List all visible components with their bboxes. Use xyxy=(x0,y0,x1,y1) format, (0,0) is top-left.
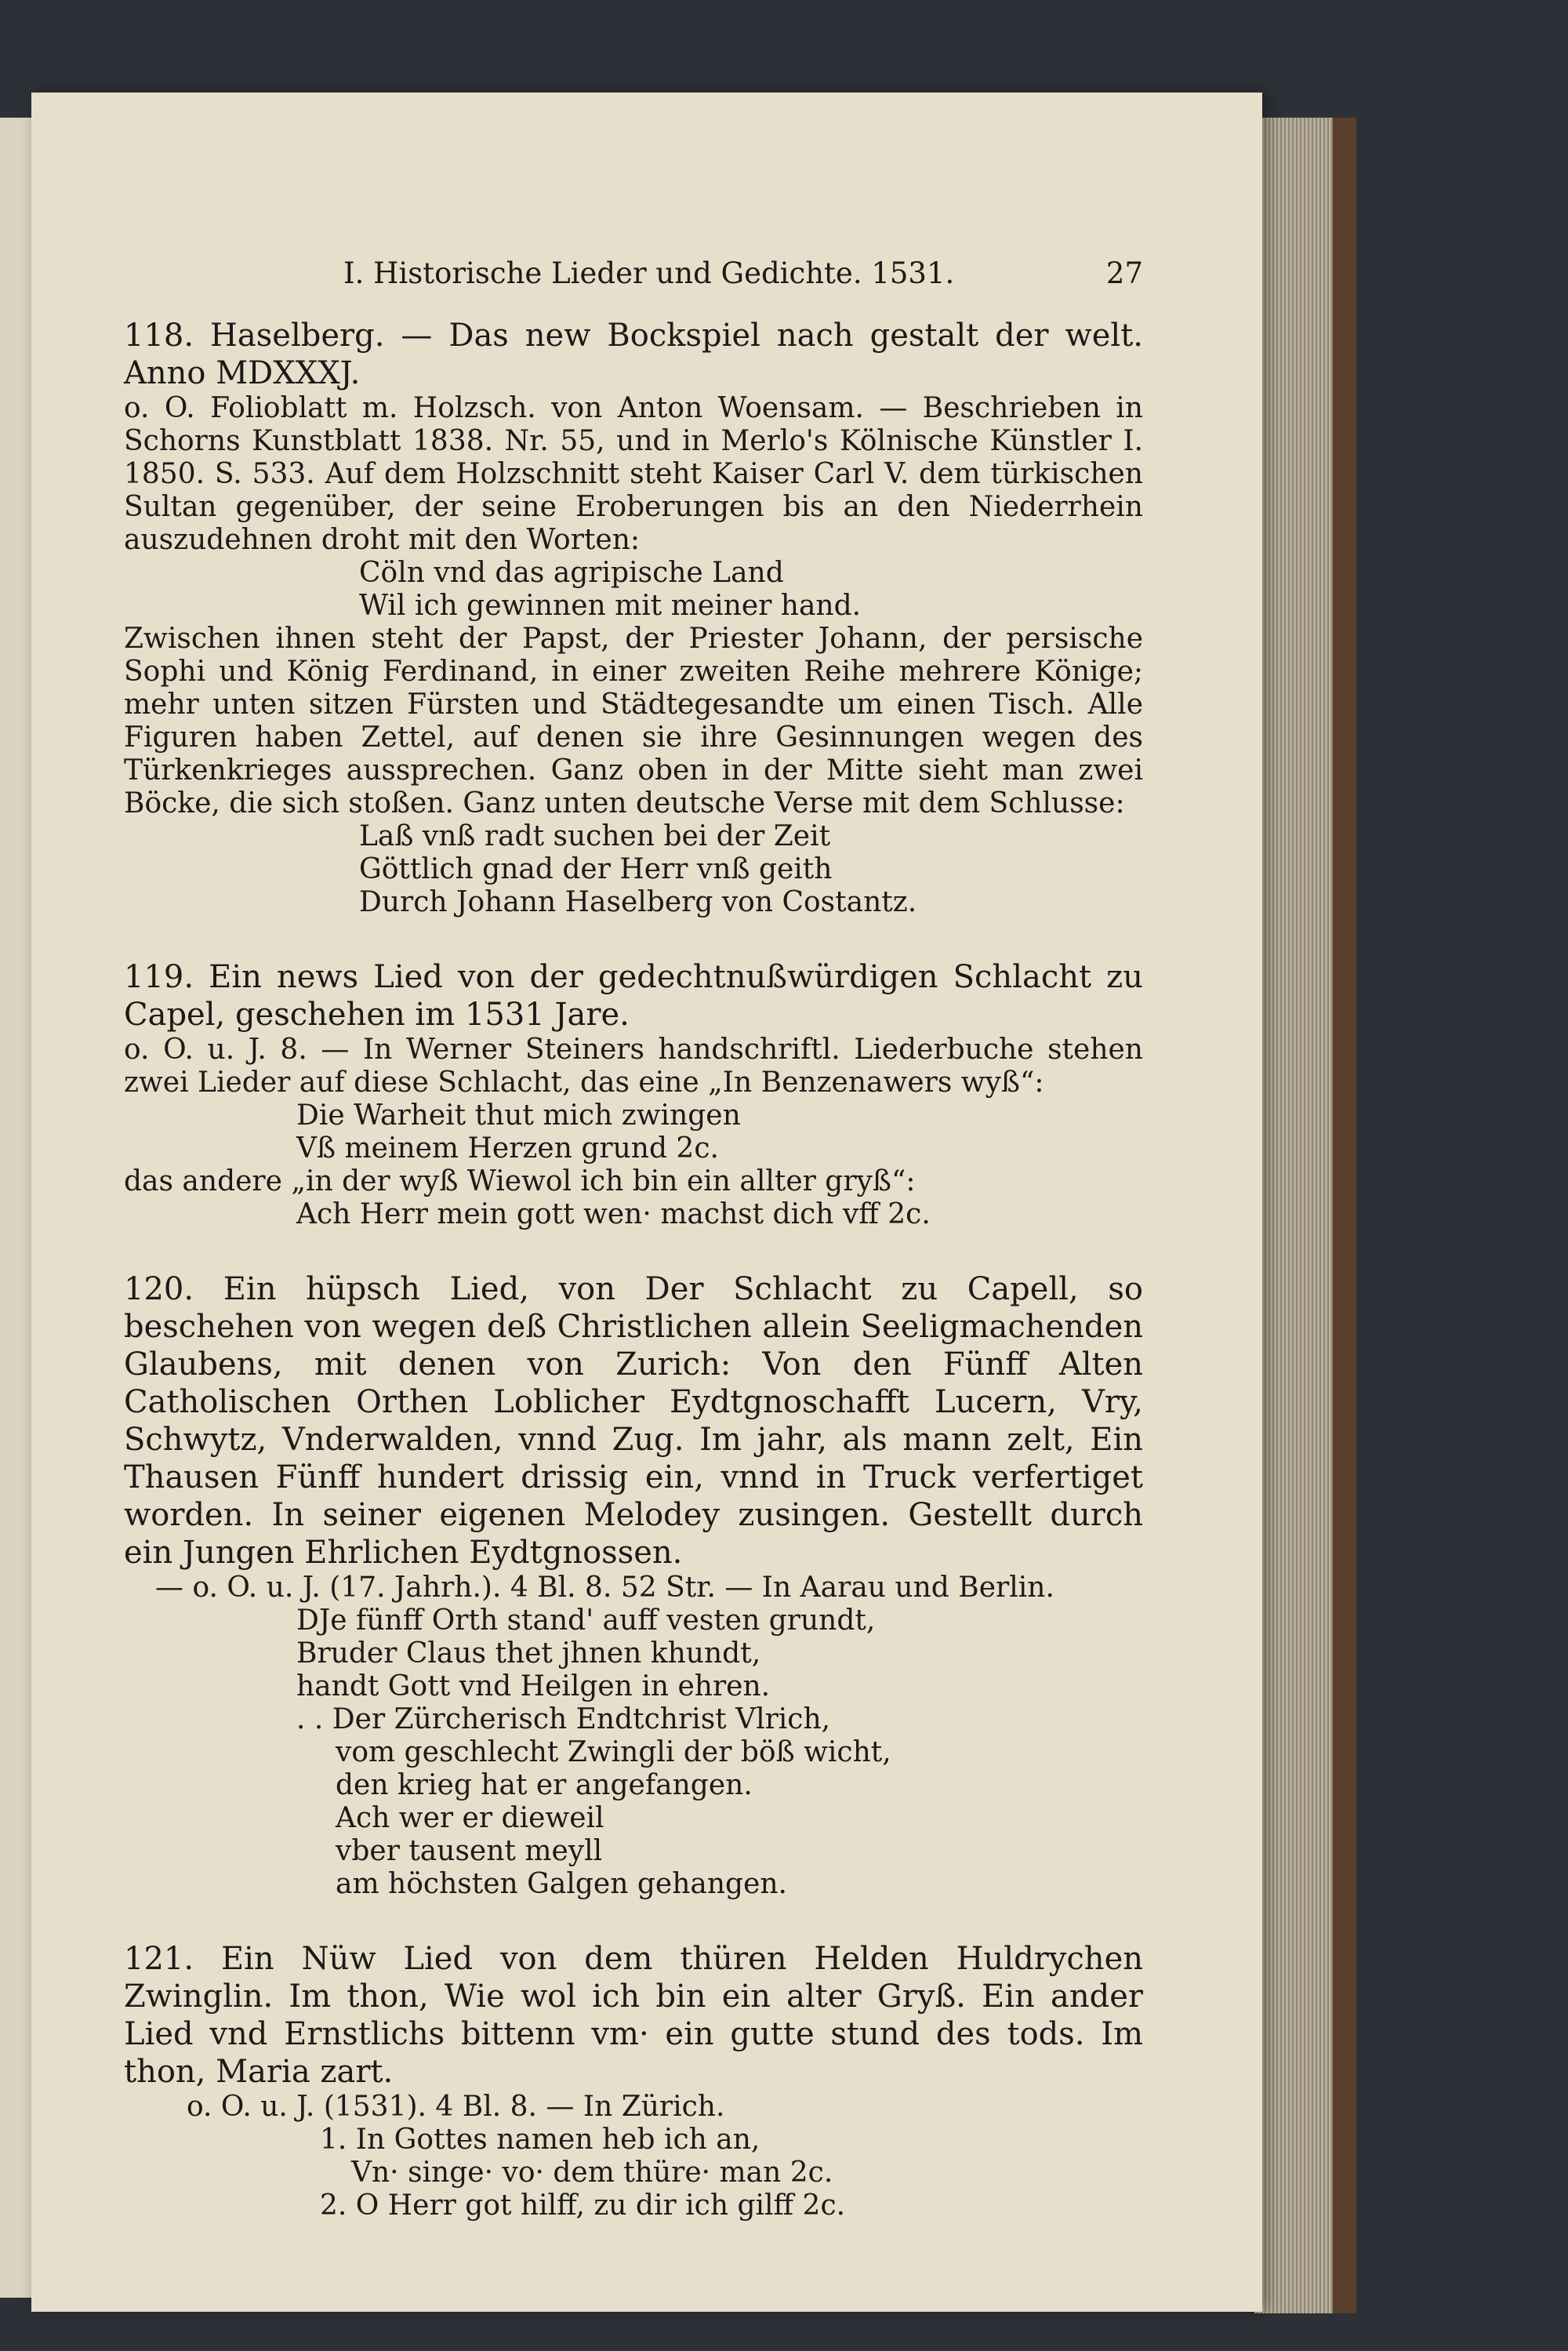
verse-line: Ach Herr mein gott wen· machst dich vff 2c. xyxy=(296,1198,931,1230)
entry-number: 118. xyxy=(124,318,194,354)
verse-line: DJe fünff Orth stand' auff vesten grundt, xyxy=(296,1604,876,1637)
running-head xyxy=(124,257,1143,290)
entry-title: Ein Nüw Lied von dem thüren Helden Huldrychen Zwinglin. Im thon, Wie wol ich bin ein alter Gryß. Ein ander Lied vnd Ernstlichs bittenn vm· ein gutte stund des tods. Im thon, Maria zart. xyxy=(124,1941,1143,2090)
previous-page-edge xyxy=(0,118,33,2298)
entry-note: Zwischen ihnen steht der Papst, der Priester Johann, der persische Sophi und König Ferdinand, in einer zweiten Reihe mehrere Könige; mehr unten sitzen Fürsten und Städtegesandte um einen Tisch. Alle Figuren haben Zettel, auf denen sie ihre Gesinnungen wegen des Türkenkrieges aussprechen. Ganz oben in der Mitte sieht man zwei Böcke, die sich stoßen. Ganz unten deutsche Verse mit dem Schlusse: xyxy=(124,623,1143,819)
verse-line: Ach wer er dieweil xyxy=(336,1802,604,1834)
verse-line: Bruder Claus thet jhnen khundt, xyxy=(296,1637,761,1670)
entry-note: das andere „in der wyß Wiewol ich bin ein allter gryß“: xyxy=(124,1165,916,1197)
entry-heading xyxy=(124,958,1143,1034)
entry-number: 120. xyxy=(124,1271,194,1307)
verse-line: vom geschlecht Zwingli der böß wicht, xyxy=(336,1736,891,1768)
entry-number: 121. xyxy=(124,1941,194,1977)
entry-119-body xyxy=(124,1034,1143,1231)
entry-heading xyxy=(124,1940,1143,2091)
book-cover-edge xyxy=(1333,118,1356,2313)
running-head-title: I. Historische Lieder und Gedichte. 1531. xyxy=(343,256,955,290)
verse-line: Die Warheit thut mich zwingen xyxy=(296,1099,741,1132)
entry-121 xyxy=(124,1940,1143,2091)
entry-number: 119. xyxy=(124,959,194,995)
entry-title: Ein hüpsch Lied, von Der Schlacht zu Capell, so beschehen von wegen deß Christlichen allein Seeligmachenden Glaubens, mit denen von Zurich: Von den Fünff Alten Catholischen Orthen Loblicher Eydtgnoschafft Lucern, Vry, Schwytz, Vnderwalden, vnnd Zug. Im jahr, als mann zelt, Ein Thausen Fünff hundert drissig ein, vnnd in Truck verfertiget worden. In seiner eigenen Melodey zusingen. Gestellt durch ein Jungen Ehrlichen Eydtgnossen. xyxy=(124,1271,1144,1571)
entry-120-body xyxy=(124,1572,1143,1901)
verse-line: Vn· singe· vo· dem thüre· man 2c. xyxy=(351,2157,833,2189)
entry-heading xyxy=(124,317,1143,392)
entry-118-body xyxy=(124,392,1143,919)
verse-line: vber tausent meyll xyxy=(336,1835,603,1867)
entry-heading xyxy=(124,1270,1143,1572)
page-number: 27 xyxy=(1105,256,1143,290)
verse-line: Wil ich gewinnen mit meiner hand. xyxy=(359,590,862,622)
entry-119 xyxy=(124,958,1143,1034)
page-text xyxy=(124,257,1143,2222)
entry-note: o. O. u. J. 8. — In Werner Steiners handschriftl. Liederbuche stehen zwei Lieder auf diese Schlacht, das eine „In Benzenawers wyß“: xyxy=(124,1034,1143,1099)
entry-note: o. O. u. J. (1531). 4 Bl. 8. — In Zürich. xyxy=(187,2091,725,2123)
entry-note: — o. O. u. J. (17. Jahrh.). 4 Bl. 8. 52 Str. — In Aarau und Berlin. xyxy=(155,1572,1054,1604)
verse-line: 1. In Gottes namen heb ich an, xyxy=(320,2124,760,2156)
verse-line: den krieg hat er angefangen. xyxy=(336,1769,753,1801)
entry-118 xyxy=(124,317,1143,392)
entry-note: o. O. Folioblatt m. Holzsch. von Anton Woensam. — Beschrieben in Schorns Kunstblatt 1838. Nr. 55, und in Merlo's Kölnische Künstler I. 1850. S. 533. Auf dem Holzschnitt steht Kaiser Carl V. dem türkischen Sultan gegenüber, der seine Eroberungen bis an den Niederrhein auszudehnen droht mit den Worten: xyxy=(124,392,1143,556)
entry-title: Haselberg. — Das new Bockspiel nach gestalt der welt. Anno MDXXXJ. xyxy=(124,318,1144,391)
verse-line: handt Gott vnd Heilgen in ehren. xyxy=(296,1670,771,1702)
book-page xyxy=(31,93,1262,2312)
entry-121-body xyxy=(124,2091,1143,2222)
verse-line: Cöln vnd das agripische Land xyxy=(359,557,784,589)
verse-line: Vß meinem Herzen grund 2c. xyxy=(296,1132,719,1165)
entry-title: Ein news Lied von der gedechtnußwürdigen Schlacht zu Capel, geschehen im 1531 Jare. xyxy=(124,959,1143,1033)
verse-line: Göttlich gnad der Herr vnß geith xyxy=(359,853,833,885)
verse-line: Laß vnß radt suchen bei der Zeit xyxy=(359,820,831,852)
verse-line: . . Der Zürcherisch Endtchrist Vlrich, xyxy=(296,1703,831,1735)
verse-line: Durch Johann Haselberg von Costantz. xyxy=(359,886,917,918)
verse-line: am höchsten Galgen gehangen. xyxy=(336,1868,787,1900)
entry-120 xyxy=(124,1270,1143,1572)
verse-line: 2. O Herr got hilff, zu dir ich gilff 2c. xyxy=(320,2189,846,2222)
